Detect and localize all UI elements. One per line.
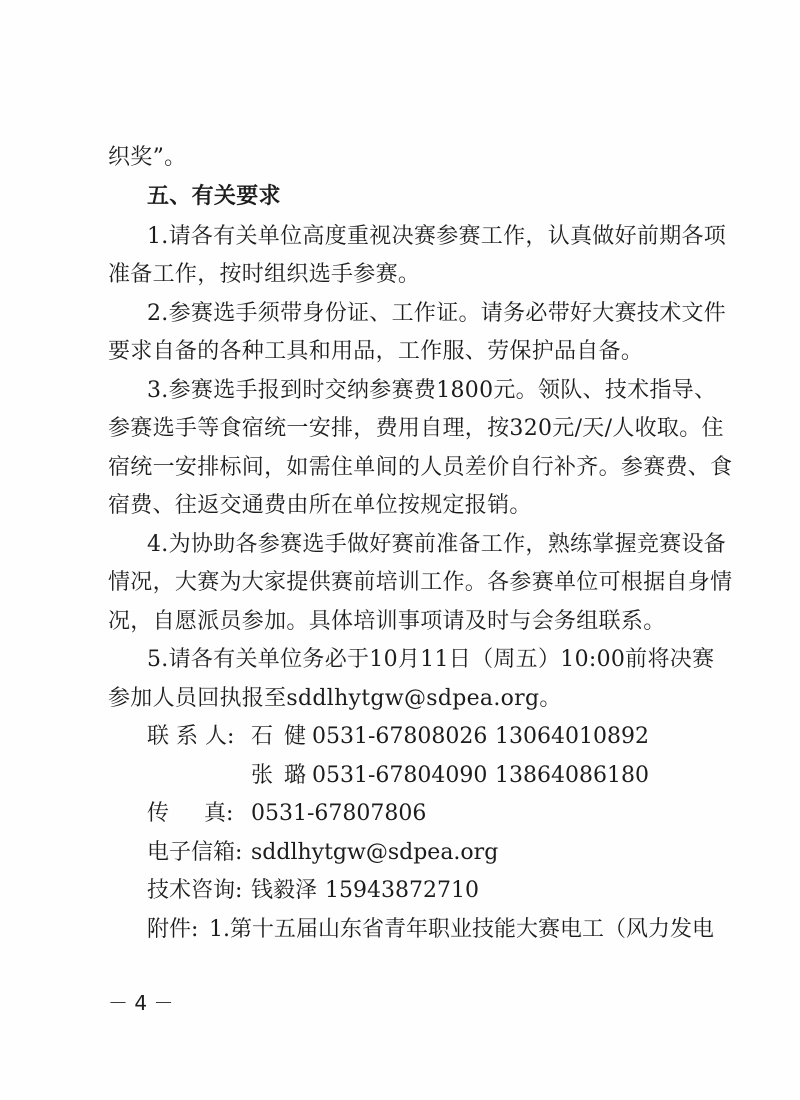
section-heading: 五、有关要求: [147, 184, 281, 209]
paragraph-line: 况，自愿派员参加。具体培训事项请及时与会务组联系。: [108, 609, 666, 634]
fax-label: 传 真:: [147, 801, 234, 826]
tech-name: 钱毅泽: [251, 878, 318, 903]
paragraph-line: 要求自备的各种工具和用品，工作服、劳保护品自备。: [108, 339, 644, 364]
paragraph-line: 参赛选手等食宿统一安排，费用自理，按320元/天/人收取。住: [108, 416, 724, 441]
attachment-label: 附件:: [147, 917, 199, 942]
tech-phone: 15943872710: [325, 878, 479, 903]
paragraph-line: 宿统一安排标间，如需住单间的人员差价自行补齐。参赛费、食: [108, 455, 733, 480]
contact-label: 联 系 人:: [147, 724, 235, 749]
paragraph-line: 4.为协助各参赛选手做好赛前准备工作，熟练掌握竞赛设备: [147, 532, 727, 557]
paragraph-line: 织奖”。: [108, 145, 187, 170]
page-number: － 4 －: [108, 991, 174, 1015]
paragraph-line: 1.请各有关单位高度重视决赛参赛工作，认真做好前期各项: [147, 224, 727, 249]
paragraph-line: 5.请各有关单位务必于10月11日（周五）10:00前将决赛: [147, 647, 715, 672]
paragraph-line: 情况，大赛为大家提供赛前培训工作。各参赛单位可根据自身情: [108, 570, 733, 595]
fax-number: 0531-67807806: [251, 801, 427, 826]
contact-tel: 0531-67804090: [312, 763, 488, 788]
paragraph-line: 宿费、往返交通费由所在单位按规定报销。: [108, 493, 532, 518]
paragraph-line: 2.参赛选手须带身份证、工作证。请务必带好大赛技术文件: [147, 301, 727, 326]
contact-name: 张 璐: [251, 763, 308, 788]
contact-name: 石 健: [251, 724, 308, 749]
email-label: 电子信箱:: [147, 840, 243, 865]
paragraph-line: 参加人员回执报至sddlhytgw@sdpea.org。: [108, 686, 562, 711]
paragraph-line: 3.参赛选手报到时交纳参赛费1800元。领队、技术指导、: [147, 378, 717, 403]
email-address: sddlhytgw@sdpea.org: [251, 840, 499, 865]
attachment-text: 1.第十五届山东省青年职业技能大赛电工（风力发电: [209, 917, 714, 942]
contact-mobile: 13864086180: [495, 763, 649, 788]
paragraph-line: 准备工作，按时组织选手参赛。: [108, 262, 421, 287]
contact-tel: 0531-67808026: [312, 724, 488, 749]
tech-label: 技术咨询:: [147, 878, 243, 903]
contact-mobile: 13064010892: [495, 724, 649, 749]
